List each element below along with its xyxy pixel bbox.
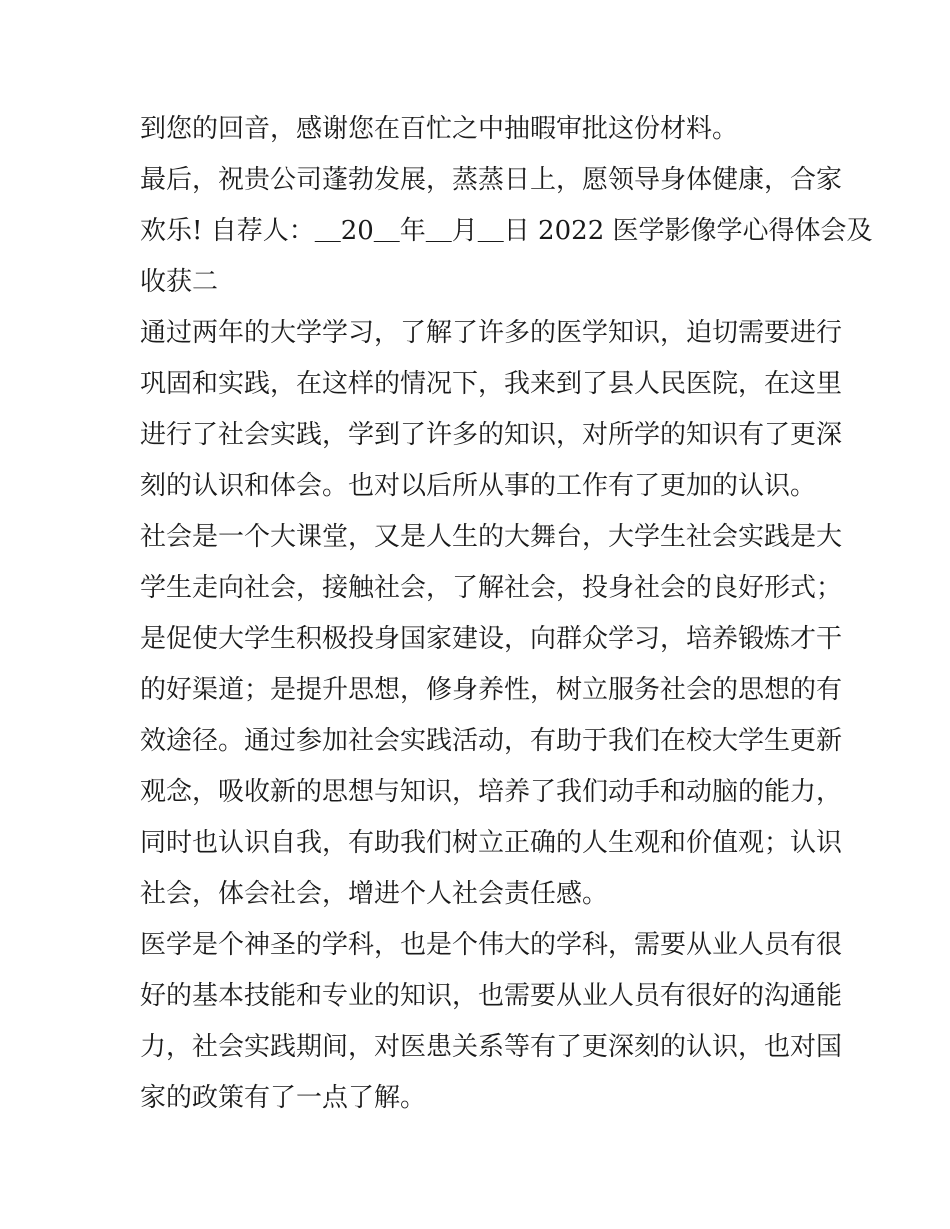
text-line: 通过两年的大学学习，了解了许多的医学知识，迫切需要进行 [140, 318, 843, 348]
text-line: 欢乐! 自荐人：＿20＿年＿月＿日 2022 医学影像学心得体会及 [140, 216, 873, 246]
text-line: 学生走向社会，接触社会，了解社会，投身社会的良好形式； [140, 573, 843, 603]
text-line: 力，社会实践期间，对医患关系等有了更深刻的认识，也对国 [140, 1032, 843, 1062]
text-line: 的好渠道；是提升思想，修身养性，树立服务社会的思想的有 [140, 675, 843, 705]
text-line: 好的基本技能和专业的知识，也需要从业人员有很好的沟通能 [140, 981, 843, 1011]
text-line: 社会是一个大课堂，又是人生的大舞台，大学生社会实践是大 [140, 522, 843, 552]
text-line: 最后，祝贵公司蓬勃发展，蒸蒸日上，愿领导身体健康，合家 [140, 165, 843, 195]
text-line: 观念，吸收新的思想与知识，培养了我们动手和动脑的能力， [140, 777, 843, 807]
text-line: 家的政策有了一点了解。 [140, 1083, 427, 1113]
text-line: 是促使大学生积极投身国家建设，向群众学习，培养锻炼才干 [140, 624, 843, 654]
text-line: 同时也认识自我，有助我们树立正确的人生观和价值观；认识 [140, 828, 843, 858]
text-line: 社会，体会社会，增进个人社会责任感。 [140, 879, 609, 909]
text-line: 收获二 [140, 267, 219, 297]
text-line: 进行了社会实践，学到了许多的知识，对所学的知识有了更深 [140, 420, 843, 450]
text-line: 刻的认识和体会。也对以后所从事的工作有了更加的认识。 [140, 471, 817, 501]
text-line: 医学是个神圣的学科，也是个伟大的学科，需要从业人员有很 [140, 930, 843, 960]
document-body [140, 104, 873, 1124]
text-line: 效途径。通过参加社会实践活动，有助于我们在校大学生更新 [140, 726, 843, 756]
text-line: 到您的回音，感谢您在百忙之中抽暇审批这份材料。 [140, 114, 739, 144]
text-line: 巩固和实践，在这样的情况下，我来到了县人民医院，在这里 [140, 369, 843, 399]
